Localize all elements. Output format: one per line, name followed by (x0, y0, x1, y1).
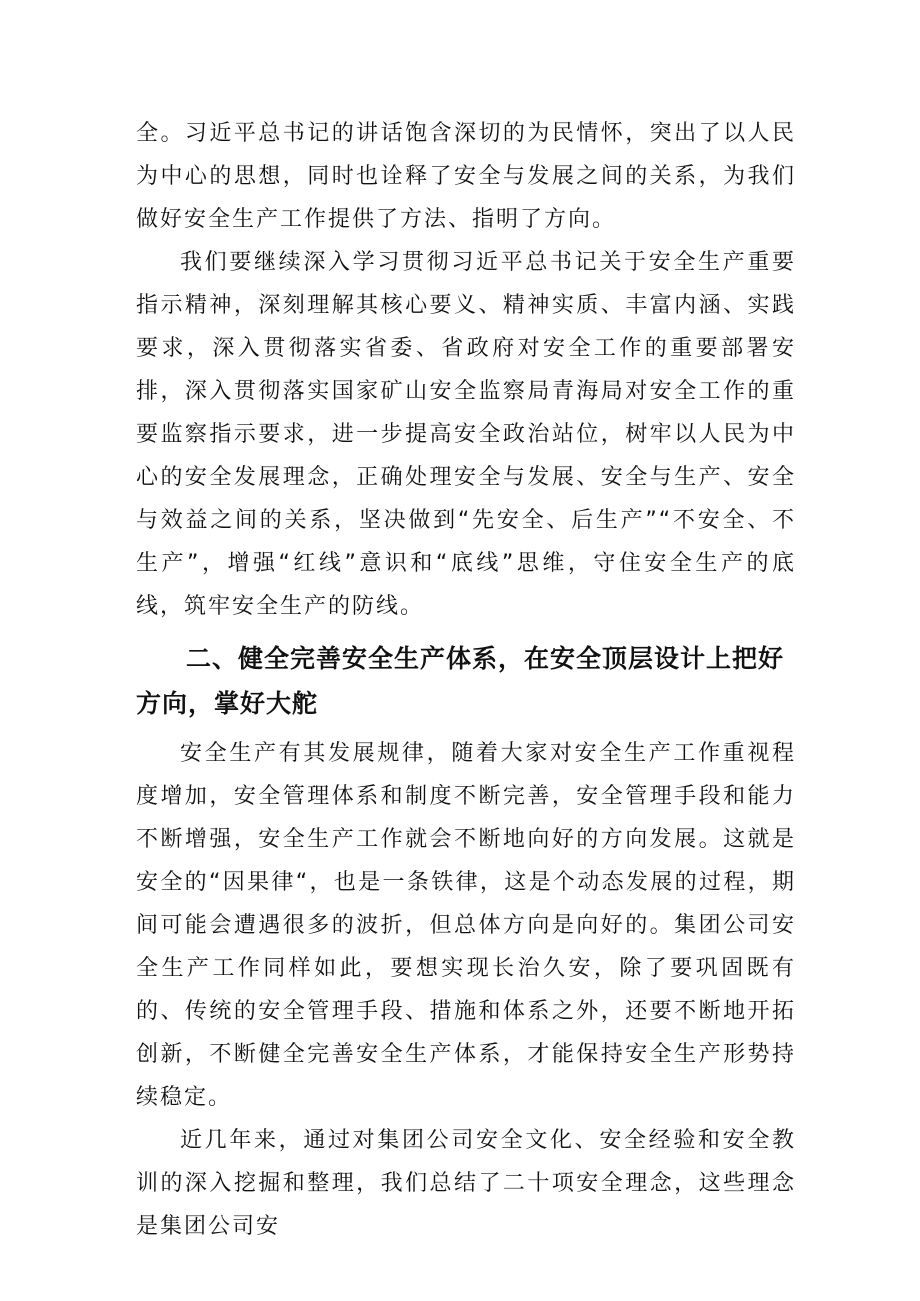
paragraph-development-law: 安全生产有其发展规律，随着大家对安全生产工作重视程度增加，安全管理体系和制度不断完善，安全管理手段和能力不断增强，安全生产工作就会不断地向好的方向发展。这就是安全的“因果律“，也是一条铁律，这是个动态发展的过程，期间可能会遭遇很多的波折，但总体方向是向好的。集团公司安全生产工作同样如此，要想实现长治久安，除了要巩固既有的、传统的安全管理手段、措施和体系之外，还要不断地开拓创新，不断健全完善安全生产体系，才能保持安全生产形势持续稳定。 (136, 741, 796, 1110)
paragraph-continuation: 全。习近平总书记的讲话饱含深切的为民情怀，突出了以人民为中心的思想，同时也诠释了安全与发展之间的关系，为我们做好安全生产工作提供了方法、指明了方向。 (136, 121, 796, 232)
document-body (136, 112, 796, 1248)
paragraph-safety-concepts: 近几年来，通过对集团公司安全文化、安全经验和安全教训的深入挖掘和整理，我们总结了二十项安全理念，这些理念是集团公司安 (136, 1128, 796, 1239)
section-heading: 二、健全完善安全生产体系，在安全顶层设计上把好方向，掌好大舵 (136, 644, 785, 718)
paragraph-study-instructions: 我们要继续深入学习贯彻习近平总书记关于安全生产重要指示精神，深刻理解其核心要义、精神实质、丰富内涵、实践要求，深入贯彻落实省委、省政府对安全工作的重要部署安排，深入贯彻落实国家矿山安全监察局青海局对安全工作的重要监察指示要求，进一步提高安全政治站位，树牢以人民为中心的安全发展理念，正确处理安全与发展、安全与生产、安全与效益之间的关系，坚决做到“先安全、后生产”“不安全、不生产”，增强“红线”意识和“底线”思维，守住安全生产的底线，筑牢安全生产的防线。 (136, 250, 796, 619)
